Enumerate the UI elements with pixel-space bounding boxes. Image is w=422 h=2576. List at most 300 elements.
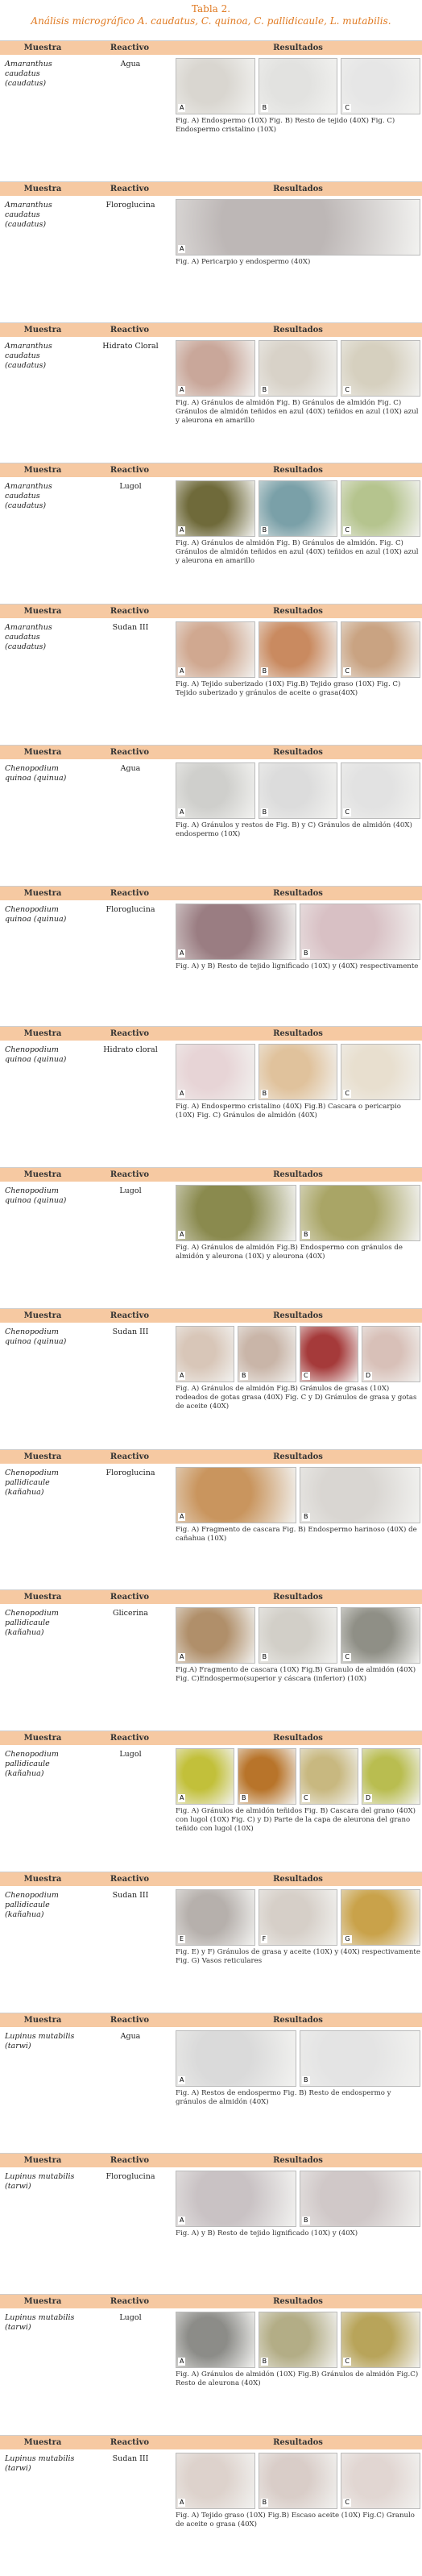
figure-label: B [304, 1231, 308, 1239]
results-cell [174, 1604, 422, 1685]
micrograph-strip [176, 1748, 420, 1805]
figure-label: B [262, 1653, 267, 1661]
micrograph-image [341, 1607, 420, 1664]
micrograph-image [341, 762, 420, 819]
micrograph-image [176, 340, 255, 397]
header-muestra: Muestra [23, 1593, 62, 1602]
micrograph-strip [176, 904, 420, 960]
header-reactivo: Reactivo [110, 184, 150, 193]
table-section [0, 1589, 422, 1730]
results-cell [174, 900, 422, 973]
micrograph-image [259, 58, 338, 114]
micrograph-image [259, 1044, 338, 1100]
results-cell [174, 1041, 422, 1122]
micrograph-image [176, 2453, 255, 2509]
table-row [0, 337, 422, 427]
micrograph-image [341, 480, 420, 537]
table-section [0, 886, 422, 1027]
micrograph-strip [176, 1889, 420, 1946]
figure-label: B [262, 104, 267, 111]
header-muestra: Muestra [23, 325, 62, 334]
table-row [0, 2308, 422, 2390]
header-row [0, 1027, 422, 1041]
header-reactivo: Reactivo [110, 1311, 150, 1320]
results-cell [174, 1745, 422, 1835]
table-section [0, 2013, 422, 2154]
figure-label: C [304, 1794, 308, 1802]
header-resultados: Resultados [273, 1311, 323, 1320]
header-row [0, 463, 422, 477]
figure-label: B [262, 667, 267, 675]
micrograph-image [176, 1748, 234, 1805]
header-muestra: Muestra [23, 44, 62, 52]
header-row [0, 605, 422, 618]
figure-label: A [180, 1090, 184, 1098]
header-muestra: Muestra [23, 2156, 62, 2166]
reagent-name: Glicerina [113, 1609, 148, 1618]
sample-name: Chenopodium pallidicaule (kañahua) [5, 1609, 59, 1638]
figure-label: D [366, 1371, 371, 1379]
header-reactivo: Reactivo [110, 2015, 150, 2025]
micrograph-strip [176, 1467, 420, 1523]
figure-label: A [180, 244, 184, 252]
micrograph-strip [176, 621, 420, 678]
header-reactivo: Reactivo [110, 1170, 150, 1180]
figure-label: B [262, 385, 267, 393]
sample-name: Chenopodium quinoa (quinua) [5, 763, 67, 783]
table-row [0, 759, 422, 841]
results-cell [174, 618, 422, 700]
micrograph-image [362, 1748, 420, 1805]
micrograph-image [259, 1607, 338, 1664]
sample-name: Chenopodium quinoa (quinua) [5, 1045, 67, 1065]
table-section [0, 2294, 422, 2435]
micrograph-image [176, 2312, 255, 2368]
table-subtitle: Análisis micrográfico A. caudatus, C. quinoa, C. pallidicaule, L. mutabilis. [31, 15, 391, 27]
micrograph-image [176, 58, 255, 114]
header-resultados: Resultados [273, 184, 323, 193]
header-reactivo: Reactivo [110, 2156, 150, 2166]
figure-label: B [304, 1512, 308, 1520]
results-cell [174, 55, 422, 136]
results-cell [174, 1182, 422, 1263]
header-resultados: Resultados [273, 466, 323, 476]
micrograph-image [176, 2171, 296, 2227]
figure-label: A [180, 526, 184, 534]
header-reactivo: Reactivo [110, 44, 150, 52]
header-row [0, 1168, 422, 1182]
micrograph-image [259, 340, 338, 397]
header-muestra: Muestra [23, 1029, 62, 1039]
header-resultados: Resultados [273, 747, 323, 757]
header-reactivo: Reactivo [110, 888, 150, 898]
figure-label: C [345, 1653, 350, 1661]
micrograph-image [176, 904, 296, 960]
figure-label: A [180, 1512, 184, 1520]
figure-caption: Fig. A) Gránulos de almidón (10X) Fig.B) Gránulos de almidón Fig.C) Resto de aleurona (40X) [176, 2370, 419, 2388]
header-muestra: Muestra [23, 888, 62, 898]
figure-label: F [262, 1934, 267, 1942]
header-resultados: Resultados [273, 1452, 323, 1461]
figure-label: A [180, 104, 184, 111]
results-cell [174, 477, 422, 567]
header-resultados: Resultados [273, 325, 323, 334]
reagent-name: Hidrato Cloral [102, 341, 159, 351]
table-section [0, 2153, 422, 2294]
sample-name: Chenopodium pallidicaule (kañahua) [5, 1750, 59, 1779]
micrograph-image [341, 621, 420, 678]
sample-name: Chenopodium quinoa (quinua) [5, 1186, 67, 1206]
table-section [0, 181, 422, 322]
results-cell [174, 1323, 422, 1413]
figure-label: B [262, 526, 267, 534]
header-muestra: Muestra [23, 1170, 62, 1180]
micrograph-image [176, 1889, 255, 1946]
table-row [0, 2027, 422, 2109]
header-resultados: Resultados [273, 44, 323, 52]
header-resultados: Resultados [273, 1170, 323, 1180]
reagent-name: Floroglucina [106, 2172, 155, 2182]
micrograph-strip [176, 2171, 420, 2227]
header-muestra: Muestra [23, 2015, 62, 2025]
results-cell [174, 2027, 422, 2109]
sample-name: Amaranthus caudatus (caudatus) [5, 341, 52, 370]
table-section [0, 1026, 422, 1167]
micrograph-image [362, 1326, 420, 1382]
sample-name: Chenopodium quinoa (quinua) [5, 904, 67, 924]
figure-label: A [180, 1371, 184, 1379]
figure-label: C [345, 808, 350, 816]
reagent-name: Floroglucina [106, 1468, 155, 1477]
figure-caption: Fig. A) Tejido graso (10X) Fig.B) Escaso aceite (10X) Fig.C) Granulo de aceite o grasa (40X) [176, 2512, 415, 2529]
header-muestra: Muestra [23, 747, 62, 757]
figure-label: B [262, 2358, 267, 2366]
figure-label: G [345, 1934, 350, 1942]
sample-name: Amaranthus caudatus (caudatus) [5, 60, 52, 88]
figure-caption: Fig. A) Gránulos de almidón Fig.B) Gránulos de grasas (10X) rodeados de gotas grasa (40X) Fig. C y D) Gránulos de grasa y gotas de aceite (40X) [176, 1384, 417, 1411]
micrograph-strip [176, 1044, 420, 1100]
micrograph-image [176, 621, 255, 678]
reagent-name: Sudan III [112, 1890, 149, 1900]
table-row [0, 1041, 422, 1122]
results-cell [174, 759, 422, 841]
header-row [0, 2436, 422, 2449]
micrograph-strip [176, 2030, 420, 2087]
micrograph-image [259, 480, 338, 537]
figure-label: A [180, 1794, 184, 1802]
figure-label: C [345, 104, 350, 111]
figure-label: C [345, 526, 350, 534]
figure-label: A [180, 949, 184, 957]
table-row [0, 1464, 422, 1545]
table-title: Tabla 2. [191, 3, 231, 15]
figure-label: B [242, 1371, 246, 1379]
figure-caption: Fig. A) Gránulos de almidón Fig. B) Gránulos de almidón. Fig. C) Gránulos de almidón teñidos en azul (40X) teñidos en azul (10X) azul y aleurona en amarillo [176, 539, 419, 566]
table-section [0, 1449, 422, 1590]
figure-caption: Fig. A) Gránulos de almidón teñidos Fig. B) Cascara del grano (40X) con lugol (10X) Fig. C) y D) Parte de la capa de aleurona del grano teñido con lugol (10X) [176, 1807, 416, 1834]
figure-caption: Fig.A) Fragmento de cascara (10X) Fig.B) Granulo de almidón (40X) Fig. C)Endospermo(superior y cáscara (inferior) (10X) [176, 1666, 416, 1684]
header-resultados: Resultados [273, 2015, 323, 2025]
header-reactivo: Reactivo [110, 1593, 150, 1602]
header-row [0, 2154, 422, 2167]
header-reactivo: Reactivo [110, 1734, 150, 1743]
table-row [0, 618, 422, 700]
figure-caption: Fig. A) Endospermo (10X) Fig. B) Resto de tejido (40X) Fig. C) Endospermo cristalino (10X) [176, 117, 395, 134]
reagent-name: Agua [120, 763, 141, 773]
results-cell [174, 1464, 422, 1545]
figure-caption: Fig. A) y B) Resto de tejido lignificado (10X) y (40X) [176, 2229, 358, 2238]
micrograph-image [238, 1326, 296, 1382]
micrograph-image [176, 1044, 255, 1100]
figure-label: B [262, 1090, 267, 1098]
micrograph-strip [176, 1185, 420, 1241]
micrograph-strip [176, 340, 420, 397]
figure-label: A [180, 1653, 184, 1661]
header-reactivo: Reactivo [110, 1452, 150, 1461]
header-row [0, 2013, 422, 2027]
header-reactivo: Reactivo [110, 325, 150, 334]
figure-caption: Fig. A) y B) Resto de tejido lignificado (10X) y (40X) respectivamente [176, 962, 419, 970]
figure-caption: Fig. A) Endospermo cristalino (40X) Fig.B) Cascara o pericarpio (10X) Fig. C) Gránulos de almidón (40X) [176, 1103, 401, 1120]
results-cell [174, 196, 422, 268]
sample-name: Amaranthus caudatus (caudatus) [5, 200, 52, 229]
header-row [0, 1450, 422, 1464]
micrograph-image [300, 1326, 358, 1382]
figure-label: B [304, 2217, 308, 2225]
sample-name: Chenopodium quinoa (quinua) [5, 1327, 67, 1346]
sample-name: Chenopodium pallidicaule (kañahua) [5, 1890, 59, 1919]
micrograph-strip [176, 1326, 420, 1382]
figure-label: B [262, 808, 267, 816]
header-row [0, 1590, 422, 1604]
table-row [0, 196, 422, 268]
header-muestra: Muestra [23, 466, 62, 476]
reagent-name: Lugol [119, 1750, 142, 1760]
micrograph-image [300, 904, 420, 960]
figure-caption: Fig. A) Restos de endospermo Fig. B) Resto de endospermo y gránulos de almidón (40X) [176, 2088, 391, 2106]
table-section [0, 40, 422, 181]
micrograph-image [300, 1748, 358, 1805]
sample-name: Lupinus mutabilis (tarwi) [5, 2454, 75, 2474]
micrograph-image [176, 199, 420, 256]
micrograph-image [341, 1044, 420, 1100]
table-section [0, 745, 422, 886]
figure-label: C [345, 2499, 350, 2507]
sample-name: Chenopodium pallidicaule (kañahua) [5, 1468, 59, 1497]
micrograph-image [176, 480, 255, 537]
micrograph-image [259, 762, 338, 819]
micrograph-image [176, 762, 255, 819]
header-row [0, 323, 422, 337]
header-resultados: Resultados [273, 1593, 323, 1602]
figure-caption: Fig. A) Gránulos y restos de Fig. B) y C) Gránulos de almidón (40X) endospermo (10X) [176, 821, 412, 838]
figure-caption: Fig. A) Pericarpio y endospermo (40X) [176, 257, 311, 266]
reagent-name: Sudan III [112, 623, 149, 633]
figure-caption: Fig. A) Tejido suberizado (10X) Fig.B) Tejido graso (10X) Fig. C) Tejido suberizado y gránulos de aceite o grasa(40X) [176, 680, 401, 698]
header-resultados: Resultados [273, 1029, 323, 1039]
micrograph-image [259, 2453, 338, 2509]
figure-label: C [345, 385, 350, 393]
figure-label: E [180, 1934, 184, 1942]
sample-name: Amaranthus caudatus (caudatus) [5, 623, 52, 652]
table-row [0, 1745, 422, 1835]
figure-label: C [345, 1090, 350, 1098]
table-section [0, 1308, 422, 1449]
header-muestra: Muestra [23, 1874, 62, 1884]
reagent-name: Lugol [119, 2313, 142, 2323]
micrograph-strip [176, 1607, 420, 1664]
figure-label: A [180, 2075, 184, 2084]
table-row [0, 1182, 422, 1263]
figure-label: A [180, 385, 184, 393]
reagent-name: Agua [120, 2031, 141, 2041]
micrograph-image [176, 1467, 296, 1523]
sample-name: Lupinus mutabilis (tarwi) [5, 2313, 75, 2333]
table-section [0, 2435, 422, 2576]
figure-caption: Fig. E) y F) Gránulos de grasa y aceite (10X) y (40X) respectivamente Fig. G) Vasos reticulares [176, 1947, 420, 1965]
header-row [0, 1309, 422, 1323]
micrograph-image [176, 1185, 296, 1241]
sample-name: Lupinus mutabilis (tarwi) [5, 2031, 75, 2050]
header-muestra: Muestra [23, 2438, 62, 2448]
header-row [0, 1731, 422, 1745]
header-resultados: Resultados [273, 2438, 323, 2448]
sample-name: Lupinus mutabilis (tarwi) [5, 2172, 75, 2192]
micrograph-image [341, 2453, 420, 2509]
figure-label: C [345, 2358, 350, 2366]
table-section [0, 604, 422, 745]
figure-caption: Fig. A) Gránulos de almidón Fig.B) Endospermo con gránulos de almidón y aleurona (10X) y aleurona (40X) [176, 1244, 403, 1261]
header-muestra: Muestra [23, 1452, 62, 1461]
header-reactivo: Reactivo [110, 607, 150, 617]
figure-label: B [304, 949, 308, 957]
header-muestra: Muestra [23, 1311, 62, 1320]
table-row [0, 477, 422, 567]
header-resultados: Resultados [273, 1874, 323, 1884]
header-resultados: Resultados [273, 2156, 323, 2166]
header-muestra: Muestra [23, 607, 62, 617]
header-resultados: Resultados [273, 1734, 323, 1743]
results-cell [174, 2449, 422, 2531]
micrograph-image [300, 1467, 420, 1523]
micrograph-strip [176, 2453, 420, 2509]
results-cell [174, 2167, 422, 2240]
header-resultados: Resultados [273, 888, 323, 898]
sample-name: Amaranthus caudatus (caudatus) [5, 482, 52, 511]
table-section [0, 1872, 422, 2013]
header-resultados: Resultados [273, 2297, 323, 2307]
reagent-name: Floroglucina [106, 200, 155, 210]
micrograph-image [259, 2312, 338, 2368]
header-reactivo: Reactivo [110, 466, 150, 476]
micrograph-image [259, 621, 338, 678]
micrograph-image [259, 1889, 338, 1946]
micrograph-image [341, 2312, 420, 2368]
reagent-name: Lugol [119, 1186, 142, 1196]
results-cell [174, 337, 422, 427]
figure-label: A [180, 1231, 184, 1239]
header-row [0, 746, 422, 759]
reagent-name: Sudan III [112, 2454, 149, 2464]
figure-label: A [180, 808, 184, 816]
micrograph-strip [176, 2312, 420, 2368]
figure-label: B [304, 2075, 308, 2084]
results-cell [174, 2308, 422, 2390]
figure-label: D [366, 1794, 371, 1802]
figure-caption: Fig. A) Gránulos de almidón Fig. B) Gránulos de almidón Fig. C) Gránulos de almidón teñidos en azul (40X) teñidos en azul (10X) azul y aleurona en amarillo [176, 398, 419, 425]
reagent-name: Agua [120, 60, 141, 69]
header-reactivo: Reactivo [110, 1029, 150, 1039]
table-row [0, 1886, 422, 1967]
table-section [0, 1167, 422, 1308]
header-row [0, 41, 422, 55]
header-reactivo: Reactivo [110, 2297, 150, 2307]
reagent-name: Sudan III [112, 1327, 149, 1336]
header-row [0, 1872, 422, 1886]
micrograph-strip [176, 762, 420, 819]
header-row [0, 2295, 422, 2308]
micrograph-image [341, 340, 420, 397]
table-row [0, 2449, 422, 2531]
table-section [0, 1730, 422, 1872]
figure-label: A [180, 2499, 184, 2507]
figure-label: A [180, 667, 184, 675]
micrograph-image [341, 58, 420, 114]
figure-label: A [180, 2358, 184, 2366]
micrograph-image [238, 1748, 296, 1805]
micrograph-image [300, 2030, 420, 2087]
table-row [0, 2167, 422, 2240]
figure-label: C [304, 1371, 308, 1379]
figure-label: C [345, 667, 350, 675]
table-section [0, 463, 422, 604]
table-title-block [0, 0, 422, 40]
header-row [0, 182, 422, 196]
figure-label: A [180, 2217, 184, 2225]
figure-label: B [242, 1794, 246, 1802]
micrograph-strip [176, 199, 420, 256]
table-row [0, 900, 422, 973]
micrograph-image [176, 1607, 255, 1664]
header-reactivo: Reactivo [110, 1874, 150, 1884]
micrograph-image [300, 1185, 420, 1241]
micrograph-image [300, 2171, 420, 2227]
micrograph-strip [176, 480, 420, 537]
table-row [0, 1604, 422, 1685]
micrograph-image [176, 1326, 234, 1382]
micrograph-image [341, 1889, 420, 1946]
figure-label: B [262, 2499, 267, 2507]
figure-caption: Fig. A) Fragmento de cascara Fig. B) Endospermo harinoso (40X) de cañahua (10X) [176, 1525, 417, 1543]
header-muestra: Muestra [23, 184, 62, 193]
header-row [0, 887, 422, 900]
results-table [0, 40, 422, 2576]
header-resultados: Resultados [273, 607, 323, 617]
table-row [0, 55, 422, 136]
table-section [0, 322, 422, 463]
table-row [0, 1323, 422, 1413]
micrograph-strip [176, 58, 420, 114]
micrograph-image [176, 2030, 296, 2087]
header-muestra: Muestra [23, 2297, 62, 2307]
header-reactivo: Reactivo [110, 747, 150, 757]
reagent-name: Floroglucina [106, 904, 155, 914]
reagent-name: Hidrato cloral [103, 1045, 158, 1055]
header-muestra: Muestra [23, 1734, 62, 1743]
reagent-name: Lugol [119, 482, 142, 492]
results-cell [174, 1886, 422, 1967]
header-reactivo: Reactivo [110, 2438, 150, 2448]
